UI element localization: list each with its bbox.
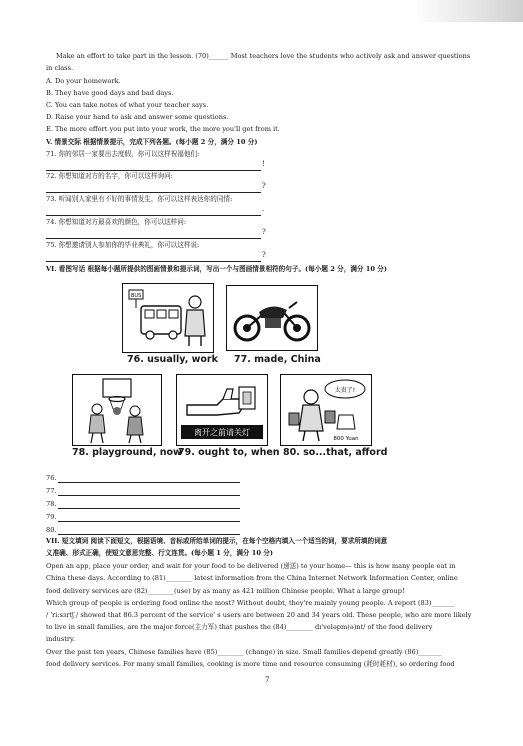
- option-b: B. They have good days and bad days.: [46, 89, 174, 97]
- reading-line-1: Make an effort to take part in the lesson. (70)______ Most teachers love the students who actively ask and answer questions: [56, 52, 471, 60]
- answer-line-71[interactable]: [46, 170, 261, 171]
- speech-bubble-text: 太贵了!: [334, 387, 356, 394]
- section-7-title: VII. 短文填词 阅读下面短文，根据语境、音标或所给单词的提示，在每个空格内填入一个适当的词，要求所填的词意: [46, 537, 388, 545]
- q71: 71. 你的邻居一家要出去度假，你可以这样祝福他们:: [46, 150, 200, 158]
- basketball-illustration: [73, 375, 161, 445]
- answer-line-79[interactable]: [58, 521, 240, 522]
- caption-79: 79. ought to, when: [178, 447, 280, 458]
- q74: 74. 你想知道对方最喜欢的颜色，你可以这样问:: [46, 218, 187, 226]
- motorcycle-illustration: [227, 286, 317, 350]
- answer-line-78[interactable]: [58, 508, 240, 509]
- option-c: C. You can take notes of what your teacher says.: [46, 101, 209, 109]
- q75: 75. 你想邀请别人参加你的毕业典礼，你可以这样说:: [46, 241, 200, 249]
- q73: 73. 听闻别人家里有不好的事情发生，你可以这样表达你的同情:: [46, 195, 233, 203]
- picture-78: [72, 374, 162, 446]
- reading-line-2: in class.: [46, 64, 74, 72]
- answer-num-77: 77.: [46, 487, 57, 495]
- picture-80: [280, 374, 372, 446]
- answer-line-77[interactable]: [58, 495, 240, 496]
- page-number: 7: [265, 676, 270, 684]
- option-a: A. Do your homework.: [46, 77, 121, 85]
- answer-num-76: 76.: [46, 474, 57, 482]
- caption-76: 76. usually, work: [127, 354, 218, 365]
- answer-line-80[interactable]: [58, 534, 240, 535]
- picture-77: [226, 285, 318, 351]
- switch-sign-text: 离开之前请关灯: [194, 428, 250, 437]
- q75-end: ?: [262, 251, 266, 259]
- passage-line-4: Which group of people is ordering food online the most? Without doubt, they're mainly young people. A report (83)_______: [46, 599, 455, 607]
- passage-line-8: Over the past ten years, Chinese families have (85)________ (change) in size. Small families depend greatly (86)_______: [46, 648, 442, 656]
- answer-line-76[interactable]: [58, 482, 240, 483]
- section-6-title: VI. 看图写话 根据每小题所提供的图画情景和提示词，写出一个与图画情景相符的句子。(每小题 2 分，满分 10 分): [46, 265, 387, 273]
- q73-end: .: [262, 205, 265, 213]
- q72-end: ?: [262, 182, 266, 190]
- q71-end: !: [262, 160, 265, 168]
- answer-line-73[interactable]: [46, 215, 261, 216]
- scan-shadow: [413, 0, 523, 22]
- light-switch-illustration: [177, 375, 267, 445]
- caption-80: 80. so...that, afford: [283, 447, 388, 458]
- answer-line-72[interactable]: [46, 192, 261, 193]
- caption-78: 78. playground, now: [72, 447, 182, 458]
- bus-sign-text: BUS: [131, 293, 142, 299]
- passage-line-2: China these days. According to (81)________ latest information from the China Internet Network Information Center, online: [46, 574, 458, 582]
- caption-77: 77. made, China: [234, 354, 321, 365]
- q72: 72. 你想知道对方的名字，你可以这样询问:: [46, 172, 173, 180]
- passage-line-1: Open an app, place your order, and wait for your food to be delivered (递送) to your home— this is how many people eat in: [46, 562, 456, 570]
- answer-num-78: 78.: [46, 500, 57, 508]
- passage-line-9: food delivery services. For many small families, cooking is more time and resource consuming (耗时耗材), so ordering food: [46, 660, 455, 668]
- passage-line-6: to live in small families, are the major force(主力军) that pushes the (84)________ dɪ'veləpm(ə)nt/ of the food delivery: [46, 623, 433, 631]
- passage-line-3: food delivery services are (82)________(use) by as many as 421 million Chinese people. What a large group!: [46, 587, 405, 595]
- bus-worker-illustration: [123, 284, 213, 352]
- option-e: E. The more effort you put into your work, the more you'll get from it.: [46, 125, 280, 133]
- section-7-title-2: 义准确、形式正确，使短文意思完整、行文连贯。(每小题 1 分，满分 10 分): [46, 549, 273, 557]
- price-tag-text: 800 Yuan: [333, 436, 359, 442]
- q74-end: ?: [262, 228, 266, 236]
- picture-79: [176, 374, 268, 446]
- passage-line-5: / 'ri:sɜrtʃ / showed that 86.3 percent of the service' s users are between 20 and 34 years old. These people, who are more likely: [46, 611, 472, 619]
- answer-line-74[interactable]: [46, 238, 261, 239]
- option-d: D. Raise your hand to ask and answer some questions.: [46, 113, 229, 121]
- answer-num-79: 79.: [46, 513, 57, 521]
- answer-num-80: 80.: [46, 526, 57, 534]
- picture-76: [122, 283, 214, 353]
- section-5-title: V. 情景交际 根据情景提示，完成下列各题。(每小题 2 分，满分 10 分): [46, 138, 258, 146]
- passage-line-7: industry.: [46, 635, 75, 643]
- answer-line-75[interactable]: [46, 261, 261, 262]
- shopping-illustration: [281, 375, 371, 445]
